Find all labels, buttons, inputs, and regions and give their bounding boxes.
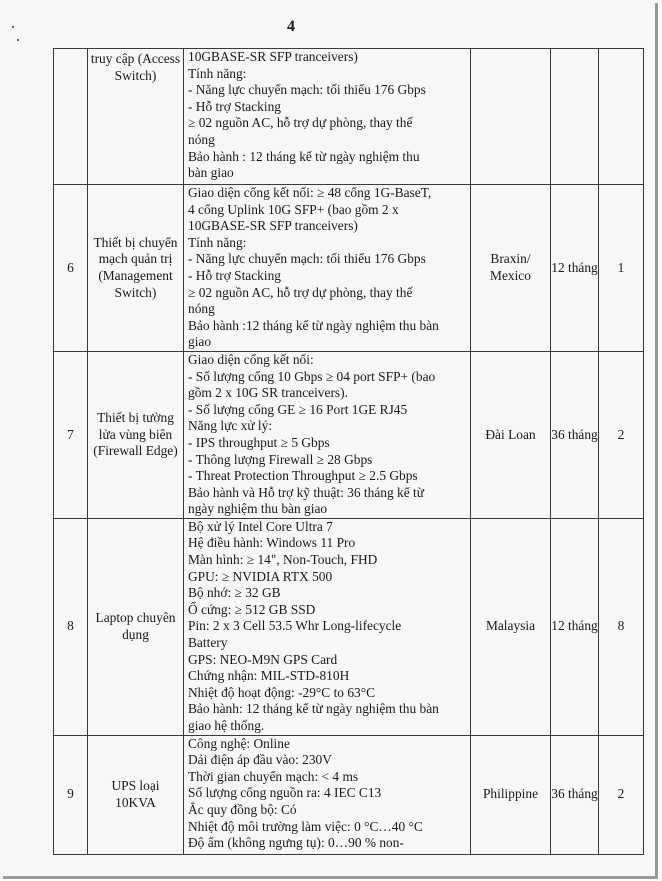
warranty-cell: 12 tháng <box>551 518 599 735</box>
quantity-cell: 1 <box>599 185 644 352</box>
device-name-cell: Laptop chuyên dụng <box>88 518 184 735</box>
origin-cell: Đài Loan <box>471 351 551 518</box>
spec-line: GPS: NEO-M9N GPS Card <box>188 651 338 667</box>
spec-line: - Số lượng cổng 10 Gbps ≥ 04 port SFP+ (bao <box>188 368 436 384</box>
spec-line: ≥ 02 nguồn AC, hỗ trợ dự phòng, thay thế <box>188 115 413 131</box>
spec-line: Nhiệt độ môi trường làm việc: 0 °C…40 °C <box>188 818 423 834</box>
spec-line: - Hỗ trợ Stacking <box>188 267 281 283</box>
spec-line: Bảo hành :12 tháng kể từ ngày nghiệm thu bàn <box>188 317 439 333</box>
spec-line: Battery <box>188 635 228 651</box>
spec-line: nóng <box>188 301 215 317</box>
spec-line: Bộ nhớ: ≥ 32 GB <box>188 585 281 601</box>
spec-line: Tính năng: <box>188 234 247 250</box>
spec-line: ngày nghiệm thu bàn giao <box>188 501 328 517</box>
spec-cell <box>184 351 471 518</box>
spec-line: Độ ẩm (không ngưng tụ): 0…90 % non- <box>188 835 404 851</box>
spec-line: - Năng lực chuyển mạch: tối thiểu 176 Gbps <box>188 82 426 98</box>
quantity-cell: 2 <box>599 351 644 518</box>
spec-line: 4 cổng Uplink 10G SFP+ (bao gồm 2 x <box>188 201 399 217</box>
spec-cell <box>184 49 471 185</box>
warranty-cell <box>551 49 599 185</box>
warranty-cell: 12 tháng <box>551 185 599 352</box>
spec-line: Số lượng cổng nguồn ra: 4 IEC C13 <box>188 785 382 801</box>
spec-line: Nhiệt độ hoạt động: -29°C to 63°C <box>188 684 376 700</box>
scan-speck <box>12 26 14 28</box>
spec-line: Bảo hành và Hỗ trợ kỹ thuật: 36 tháng kể từ <box>188 484 424 500</box>
spec-line: - Năng lực chuyển mạch: tối thiểu 176 Gbps <box>188 251 426 267</box>
spec-line: ≥ 02 nguồn AC, hỗ trợ dự phòng, thay thế <box>188 284 413 300</box>
quantity-cell: 8 <box>599 518 644 735</box>
origin-cell <box>471 49 551 185</box>
spec-line: giao hệ thống. <box>188 718 265 733</box>
spec-line: Bảo hành: 12 tháng kể từ ngày nghiệm thu bàn <box>188 701 439 717</box>
table-row <box>54 185 644 352</box>
spec-line: bàn giao <box>188 165 234 181</box>
spec-line: nóng <box>188 131 215 147</box>
spec-line: Giao diện cổng kết nối: ≥ 48 cổng 1G-BaseT, <box>188 185 432 200</box>
spec-line: - Thông lượng Firewall ≥ 28 Gbps <box>188 451 373 467</box>
row-number-cell <box>54 49 88 185</box>
spec-cell <box>184 518 471 735</box>
spec-line: 10GBASE-SR SFP tranceivers) <box>188 218 358 234</box>
origin-cell: Malaysia <box>471 518 551 735</box>
device-name-cell: truy cập (Access Switch) <box>88 49 184 185</box>
spec-line: gồm 2 x 10G SR tranceivers). <box>188 385 348 401</box>
spec-line: Pin: 2 x 3 Cell 53.5 Whr Long-lifecycle <box>188 618 402 634</box>
spec-line: Ổ cứng: ≥ 512 GB SSD <box>188 601 316 617</box>
spec-line: Ắc quy đồng bộ: Có <box>188 801 297 817</box>
spec-line: Bảo hành : 12 tháng kể từ ngày nghiệm thu <box>188 148 420 164</box>
spec-line: Tính năng: <box>188 65 247 81</box>
spec-line: Bộ xử lý Intel Core Ultra 7 <box>188 518 333 534</box>
table-row <box>54 49 644 185</box>
device-name-cell: Thiết bị chuyển mạch quản trị (Management Switch) <box>88 185 184 352</box>
spec-line: giao <box>188 334 212 350</box>
equipment-table <box>53 48 644 855</box>
spec-line: Hệ điều hành: Windows 11 Pro <box>188 535 356 551</box>
spec-line: Chứng nhận: MIL-STD-810H <box>188 668 350 684</box>
spec-line: - Số lượng cổng GE ≥ 16 Port 1GE RJ45 <box>188 401 408 417</box>
table-row <box>54 351 644 518</box>
spec-line: Dải điện áp đầu vào: 230V <box>188 752 332 768</box>
spec-line: - IPS throughput ≥ 5 Gbps <box>188 434 330 450</box>
page-number: 4 <box>287 18 295 35</box>
warranty-cell: 36 tháng <box>551 735 599 854</box>
origin-cell: Braxin/ Mexico <box>471 185 551 352</box>
spec-line: Năng lực xử lý: <box>188 418 273 434</box>
device-name-cell: Thiết bị tường lửa vùng biên (Firewall Edge) <box>88 351 184 518</box>
origin-cell: Philippine <box>471 735 551 854</box>
warranty-cell: 36 tháng <box>551 351 599 518</box>
spec-cell <box>184 185 471 352</box>
row-number-cell: 6 <box>54 185 88 352</box>
row-number-cell: 8 <box>54 518 88 735</box>
scan-speck <box>17 39 19 41</box>
spec-line: GPU: ≥ NVIDIA RTX 500 <box>188 568 333 584</box>
spec-line: Thời gian chuyển mạch: < 4 ms <box>188 768 359 784</box>
device-name-cell: UPS loại 10KVA <box>88 735 184 854</box>
spec-line: Công nghệ: Online <box>188 735 290 751</box>
spec-line: 10GBASE-SR SFP tranceivers) <box>188 49 358 64</box>
spec-cell <box>184 735 471 854</box>
spec-line: Màn hình: ≥ 14", Non-Touch, FHD <box>188 552 378 568</box>
table-row <box>54 518 644 735</box>
quantity-cell <box>599 49 644 185</box>
row-number-cell: 7 <box>54 351 88 518</box>
spec-line: - Hỗ trợ Stacking <box>188 98 281 114</box>
table-row <box>54 735 644 854</box>
quantity-cell: 2 <box>599 735 644 854</box>
row-number-cell: 9 <box>54 735 88 854</box>
spec-line: - Threat Protection Throughput ≥ 2.5 Gbps <box>188 468 418 484</box>
spec-line: Giao diện cổng kết nối: <box>188 351 314 367</box>
